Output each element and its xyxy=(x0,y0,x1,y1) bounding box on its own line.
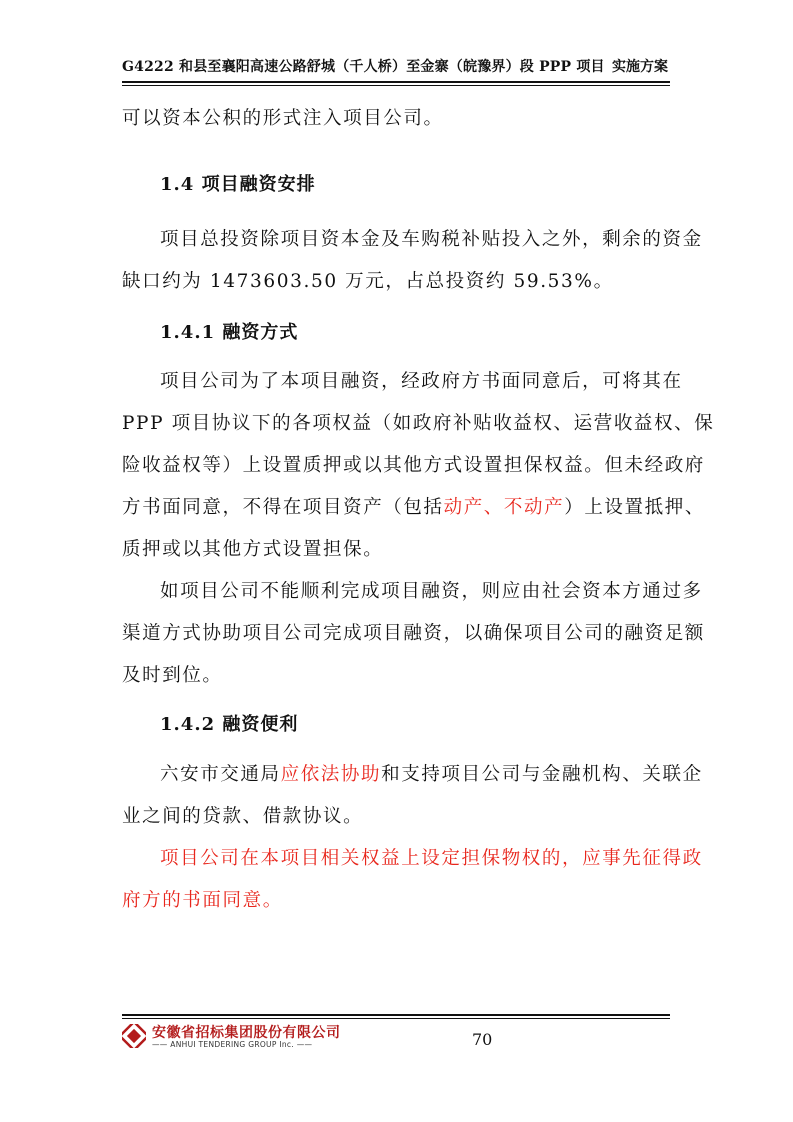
paragraph-line xyxy=(160,760,712,786)
paragraph-line: 险收益权等）上设置质押或以其他方式设置担保权益。但未经政府 xyxy=(122,455,705,476)
paragraph-line: PPP 项目协议下的各项权益（如政府补贴收益权、运营收益权、保 xyxy=(122,413,715,434)
section-heading-1-4: 1.4 项目融资安排 xyxy=(160,174,316,195)
paragraph-line: 业之间的贷款、借款协议。 xyxy=(122,806,364,827)
company-name-en: —— ANHUI TENDERING GROUP Inc. —— xyxy=(152,1040,313,1049)
header-doc-type: 实施方案 xyxy=(612,59,668,75)
paragraph-line: 渠道方式协助项目公司完成项目融资，以确保项目公司的融资足额 xyxy=(122,623,705,644)
paragraph-line xyxy=(122,493,705,519)
text-span: 六安市交通局 xyxy=(160,764,281,785)
text-span: ）上设置抵押、 xyxy=(564,497,705,518)
body-line: 可以资本公积的形式注入项目公司。 xyxy=(122,108,444,129)
page-header xyxy=(122,56,670,82)
header-title: G4222 和县至襄阳高速公路舒城（千人桥）至金寨（皖豫界）段 PPP 项目 xyxy=(122,59,605,75)
header-rule xyxy=(122,81,670,83)
footer-rule-thin xyxy=(122,1018,670,1019)
paragraph-line: 项目总投资除项目资本金及车购税补贴投入之外，剩余的资金 xyxy=(160,229,703,250)
header-rule-thin xyxy=(122,85,670,86)
red-paragraph-line: 项目公司在本项目相关权益上设定担保物权的，应事先征得政 xyxy=(160,848,703,869)
text-span: 和支持项目公司与金融机构、关联企 xyxy=(381,764,703,785)
red-paragraph-line: 府方的书面同意。 xyxy=(122,890,283,911)
page-number: 70 xyxy=(472,1030,493,1049)
paragraph-line: 质押或以其他方式设置担保。 xyxy=(122,539,384,560)
section-heading-1-4-1: 1.4.1 融资方式 xyxy=(160,322,299,343)
paragraph-line: 项目公司为了本项目融资，经政府方书面同意后，可将其在 xyxy=(160,371,683,392)
footer-rule xyxy=(122,1014,670,1016)
company-name-cn: 安徽省招标集团股份有限公司 xyxy=(152,1025,341,1041)
company-logo xyxy=(122,1022,342,1052)
section-heading-1-4-2: 1.4.2 融资便利 xyxy=(160,714,299,735)
highlight-red-text: 应依法协助 xyxy=(280,764,382,785)
paragraph-line: 如项目公司不能顺利完成项目融资，则应由社会资本方通过多 xyxy=(160,581,703,602)
paragraph-line: 及时到位。 xyxy=(122,665,223,686)
highlight-red-text: 动产、不动产 xyxy=(443,497,565,518)
paragraph-line: 缺口约为 1473603.50 万元，占总投资约 59.53%。 xyxy=(122,271,614,292)
company-logo-icon xyxy=(122,1024,146,1048)
text-span: 方书面同意，不得在项目资产（包括 xyxy=(122,497,444,518)
